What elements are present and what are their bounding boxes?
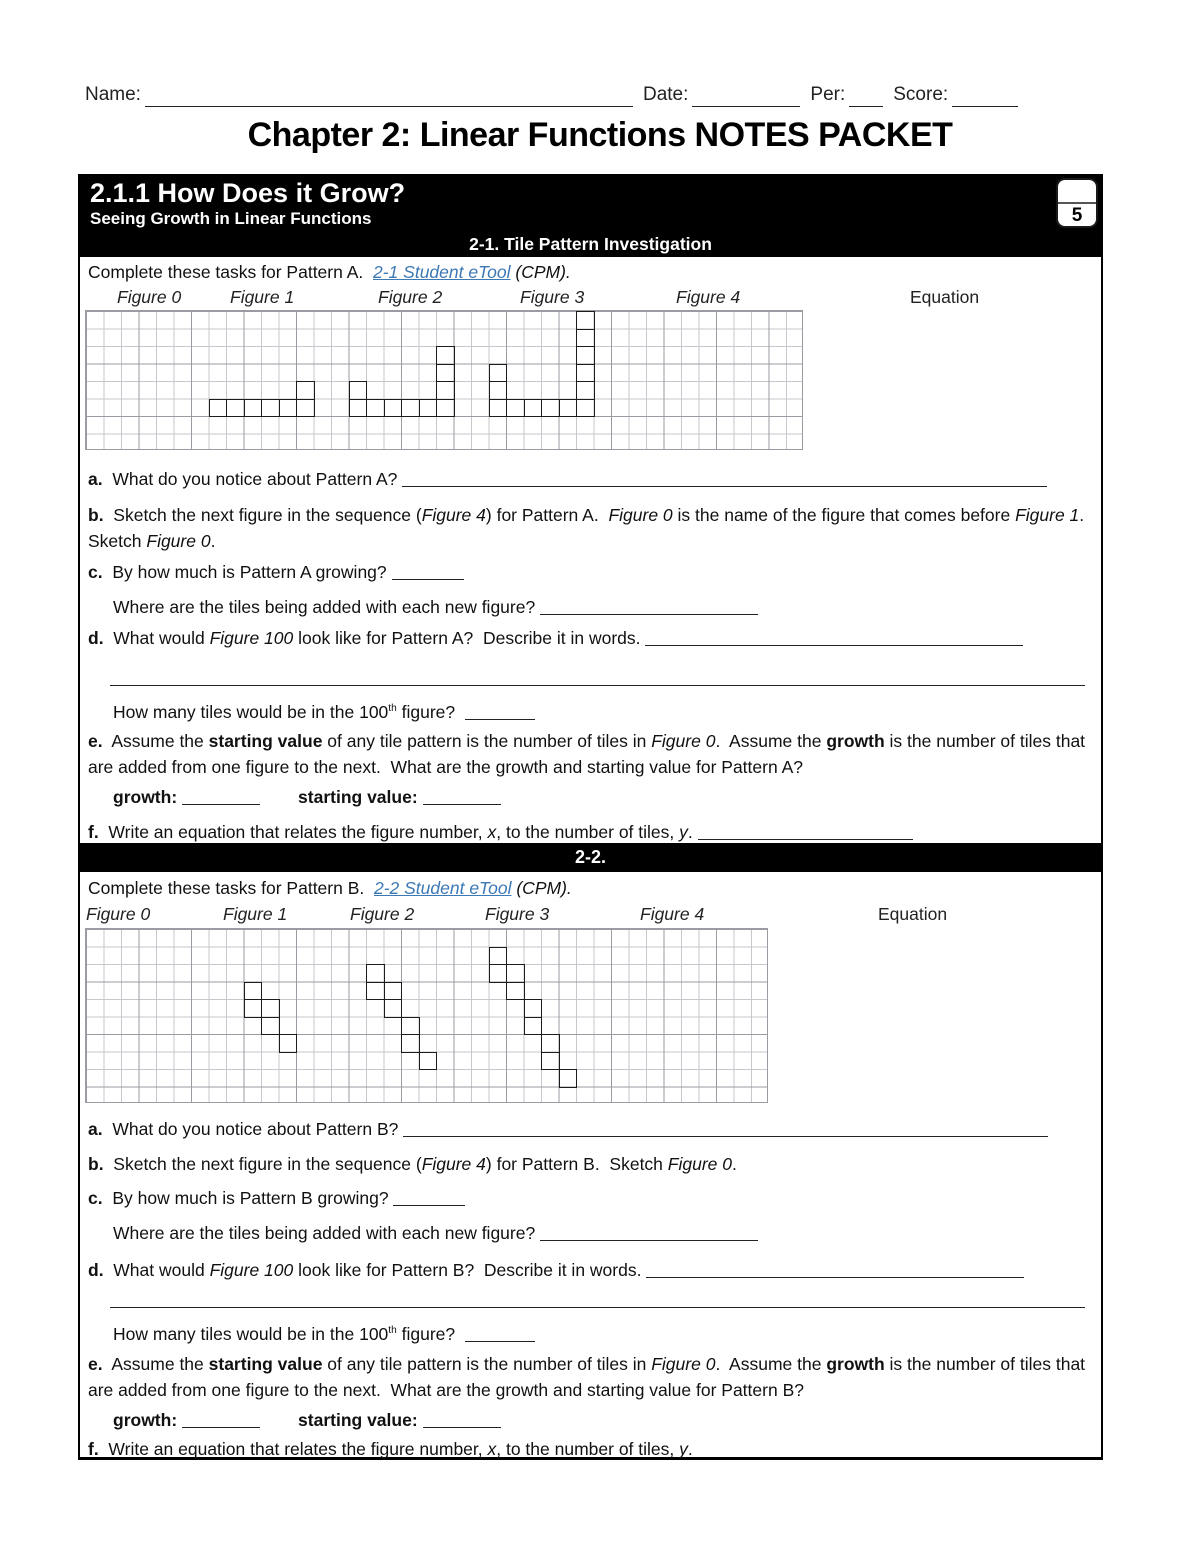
equation-label-a: Equation bbox=[910, 287, 980, 307]
text-segment: th bbox=[388, 1325, 397, 1336]
question-d-pattern-a bbox=[88, 625, 1093, 651]
figure-3-label-a: Figure 3 bbox=[520, 287, 585, 307]
text-segment: Complete these tasks for Pattern A. bbox=[88, 262, 373, 282]
pattern-tile bbox=[296, 399, 315, 418]
figure-0-label-b: Figure 0 bbox=[86, 904, 151, 924]
pattern-tile bbox=[349, 399, 368, 418]
question-f-pattern-b bbox=[88, 1436, 1093, 1462]
answer-blank bbox=[110, 1292, 1085, 1308]
text-segment: By how much is Pattern B growing? bbox=[102, 1188, 394, 1208]
text-segment: Assume the bbox=[102, 1354, 209, 1374]
pattern-tile bbox=[296, 381, 315, 400]
text-segment: growth: bbox=[113, 787, 178, 807]
score-blank bbox=[952, 90, 1018, 107]
score-box-value: 5 bbox=[1071, 205, 1083, 226]
text-segment: e. bbox=[88, 731, 103, 751]
question-c-pattern-a bbox=[88, 559, 1093, 585]
text-segment: look like for Pattern B? Describe it in words. bbox=[293, 1260, 647, 1280]
pattern-tile bbox=[559, 1069, 578, 1088]
pattern-tile bbox=[489, 381, 508, 400]
pattern-tile bbox=[576, 381, 595, 400]
pattern-tile bbox=[419, 1052, 438, 1071]
answer-blank bbox=[645, 630, 1023, 646]
text-segment: starting value: bbox=[298, 1410, 418, 1430]
text-segment: (CPM). bbox=[516, 878, 572, 898]
answer-blank bbox=[540, 1225, 758, 1241]
lesson-header-bar bbox=[80, 176, 1101, 232]
answer-blank bbox=[403, 1121, 1048, 1137]
text-segment: th bbox=[388, 703, 397, 714]
text-segment: What do you notice about Pattern B? bbox=[102, 1119, 404, 1139]
page-title: Chapter 2: Linear Functions NOTES PACKET bbox=[247, 116, 953, 154]
per-blank bbox=[849, 90, 883, 107]
text-segment: Figure 100 bbox=[209, 628, 294, 648]
text-segment: Sketch the next figure in the sequence ( bbox=[103, 505, 422, 525]
figure-1-label-b: Figure 1 bbox=[223, 904, 288, 924]
text-segment: (CPM). bbox=[515, 262, 571, 282]
question-e2-pattern-a bbox=[113, 784, 501, 810]
text-segment: c. bbox=[88, 1188, 103, 1208]
pattern-tile bbox=[244, 982, 263, 1001]
pattern-tile bbox=[436, 381, 455, 400]
question-e-pattern-b bbox=[88, 1351, 1093, 1403]
text-segment: growth bbox=[826, 1354, 885, 1374]
text-segment: Figure 0 bbox=[651, 1354, 716, 1374]
answer-blank bbox=[465, 704, 535, 720]
score-box bbox=[1056, 178, 1098, 228]
text-segment: x bbox=[487, 822, 497, 842]
text-segment: growth bbox=[826, 731, 885, 751]
figure-3-label-b: Figure 3 bbox=[485, 904, 550, 924]
pattern-tile bbox=[279, 1034, 298, 1053]
text-segment: Figure 0 bbox=[608, 505, 673, 525]
text-segment: . bbox=[687, 822, 698, 842]
question-a-pattern-b bbox=[88, 1116, 1093, 1142]
text-segment: , to the number of tiles, bbox=[496, 822, 680, 842]
pattern-tile bbox=[244, 999, 263, 1018]
question-d-line-pattern-b bbox=[110, 1287, 1085, 1313]
question-d2-pattern-a bbox=[113, 696, 535, 725]
pattern-tile bbox=[366, 399, 385, 418]
section-2-2-bar: 2-2. bbox=[80, 843, 1101, 872]
lesson-subtitle: Seeing Growth in Linear Functions bbox=[90, 209, 372, 228]
pattern-tile bbox=[524, 999, 543, 1018]
text-segment: is the number of tiles that are added from one figure to the next. What are the growth and starting value for Pattern A? bbox=[88, 731, 1086, 777]
answer-blank bbox=[110, 670, 1085, 686]
question-c2-pattern-b bbox=[113, 1220, 758, 1246]
pattern-tile bbox=[576, 364, 595, 383]
answer-blank bbox=[698, 824, 913, 840]
text-segment: Figure 4 bbox=[421, 505, 486, 525]
pattern-tile bbox=[436, 399, 455, 418]
pattern-tile bbox=[524, 1017, 543, 1036]
text-segment: is the number of tiles that are added from one figure to the next. What are the growth and starting value for Pattern B? bbox=[88, 1354, 1086, 1400]
lesson-title: 2.1.1 How Does it Grow? bbox=[90, 178, 406, 208]
text-segment: f. bbox=[88, 822, 99, 842]
text-segment: How many tiles would be in the 100 bbox=[113, 701, 389, 722]
text-segment: d. bbox=[88, 628, 104, 648]
pattern-tile bbox=[226, 399, 245, 418]
name-date-header bbox=[85, 84, 1115, 106]
text-segment: What would bbox=[103, 1260, 210, 1280]
answer-blank bbox=[402, 471, 1047, 487]
text-segment: Figure 1 bbox=[1015, 505, 1080, 525]
pattern-tile bbox=[366, 964, 385, 983]
pattern-tile bbox=[541, 399, 560, 418]
tile-grid-pattern-a bbox=[85, 310, 803, 450]
text-segment: Figure 0 bbox=[651, 731, 716, 751]
text-segment: How many tiles would be in the 100 bbox=[113, 1323, 389, 1344]
name-blank bbox=[145, 90, 633, 107]
question-e2-pattern-b bbox=[113, 1407, 501, 1433]
question-b-pattern-b bbox=[88, 1151, 1093, 1177]
text-segment: starting value: bbox=[298, 787, 418, 807]
text-segment: of any tile pattern is the number of tiles in bbox=[322, 731, 652, 751]
figure-4-label-a: Figure 4 bbox=[676, 287, 741, 307]
pattern-tile bbox=[576, 311, 595, 330]
text-segment: Figure 0 bbox=[146, 531, 211, 551]
answer-blank bbox=[646, 1262, 1024, 1278]
text-segment: a. bbox=[88, 1119, 103, 1139]
text-segment: a. bbox=[88, 469, 103, 489]
text-segment: Where are the tiles being added with each new figure? bbox=[113, 597, 541, 617]
pattern-tile bbox=[524, 399, 543, 418]
figure-4-label-b: Figure 4 bbox=[640, 904, 705, 924]
pattern-tile bbox=[384, 982, 403, 1001]
text-segment: Figure 0 bbox=[667, 1154, 732, 1174]
pattern-tile bbox=[261, 999, 280, 1018]
text-segment: Complete these tasks for Pattern B. bbox=[88, 878, 374, 898]
question-f-pattern-a bbox=[88, 819, 1093, 845]
text-segment: growth: bbox=[113, 1410, 178, 1430]
pattern-tile bbox=[489, 964, 508, 983]
pattern-tile bbox=[541, 1034, 560, 1053]
text-segment: , to the number of tiles, bbox=[496, 1439, 680, 1459]
pattern-tile bbox=[209, 399, 228, 418]
text-segment: . bbox=[731, 1154, 737, 1174]
pattern-tile bbox=[576, 346, 595, 365]
question-d2-pattern-b bbox=[113, 1318, 535, 1347]
question-d-line-pattern-a bbox=[110, 665, 1085, 691]
equation-label-b: Equation bbox=[878, 904, 948, 924]
question-d-pattern-b bbox=[88, 1257, 1093, 1283]
question-b-pattern-a bbox=[88, 502, 1093, 554]
text-segment: . Assume the bbox=[715, 1354, 827, 1374]
text-segment: Assume the bbox=[102, 731, 209, 751]
question-a-pattern-a bbox=[88, 466, 1093, 492]
text-segment: look like for Pattern A? Describe it in words. bbox=[293, 628, 646, 648]
pattern-b-intro bbox=[88, 875, 1093, 901]
pattern-tile bbox=[401, 1034, 420, 1053]
text-segment: . Sketch bbox=[88, 505, 1090, 551]
etool-link[interactable]: 2-2 Student eTool bbox=[373, 878, 512, 898]
text-segment: Sketch the next figure in the sequence ( bbox=[103, 1154, 422, 1174]
pattern-tile bbox=[279, 399, 298, 418]
pattern-tile bbox=[506, 982, 525, 1001]
pattern-tile bbox=[384, 399, 403, 418]
pattern-tile bbox=[366, 982, 385, 1001]
text-segment: . bbox=[210, 531, 216, 551]
text-segment: What do you notice about Pattern A? bbox=[102, 469, 403, 489]
question-c2-pattern-a bbox=[113, 594, 758, 620]
date-blank bbox=[692, 90, 800, 107]
text-segment: Figure 100 bbox=[209, 1260, 294, 1280]
pattern-tile bbox=[261, 1017, 280, 1036]
answer-blank bbox=[182, 789, 260, 805]
text-segment: d. bbox=[88, 1260, 104, 1280]
text-segment: Write an equation that relates the figure number, bbox=[98, 1439, 488, 1459]
text-segment: y bbox=[679, 1439, 688, 1459]
text-segment: . bbox=[687, 1439, 693, 1459]
pattern-tile bbox=[436, 346, 455, 365]
text-segment: starting value bbox=[208, 731, 323, 751]
text-segment: b. bbox=[88, 1154, 104, 1174]
answer-blank bbox=[393, 1190, 465, 1206]
text-segment: c. bbox=[88, 562, 103, 582]
pattern-tile bbox=[559, 399, 578, 418]
etool-link[interactable]: 2-1 Student eTool bbox=[373, 262, 511, 282]
tile-grid-pattern-b bbox=[85, 928, 768, 1103]
text-segment: ) for Pattern A. bbox=[485, 505, 609, 525]
name-label: Name: bbox=[85, 84, 141, 105]
text-segment: By how much is Pattern A growing? bbox=[102, 562, 392, 582]
pattern-tile bbox=[244, 399, 263, 418]
question-c-pattern-b bbox=[88, 1185, 1093, 1211]
pattern-tile bbox=[489, 399, 508, 418]
pattern-tile bbox=[541, 1052, 560, 1071]
text-segment: figure? bbox=[396, 1323, 465, 1344]
text-segment: figure? bbox=[396, 701, 465, 722]
pattern-tile bbox=[384, 999, 403, 1018]
pattern-tile bbox=[419, 399, 438, 418]
answer-blank bbox=[423, 1412, 501, 1428]
pattern-tile bbox=[401, 399, 420, 418]
pattern-tile bbox=[576, 399, 595, 418]
question-e-pattern-a bbox=[88, 728, 1093, 780]
text-segment: Where are the tiles being added with each new figure? bbox=[113, 1223, 541, 1243]
pattern-tile bbox=[261, 399, 280, 418]
answer-blank bbox=[423, 789, 501, 805]
text-segment: y bbox=[679, 822, 688, 842]
pattern-tile bbox=[506, 964, 525, 983]
pattern-tile bbox=[436, 364, 455, 383]
text-segment: of any tile pattern is the number of tiles in bbox=[322, 1354, 652, 1374]
pattern-tile bbox=[401, 1017, 420, 1036]
figure-2-label-a: Figure 2 bbox=[378, 287, 443, 307]
pattern-tile bbox=[506, 399, 525, 418]
section-2-1-bar: 2-1. Tile Pattern Investigation bbox=[80, 232, 1101, 257]
answer-blank bbox=[465, 1326, 535, 1342]
pattern-tile bbox=[489, 947, 508, 966]
text-segment: . Assume the bbox=[715, 731, 827, 751]
text-segment: starting value bbox=[208, 1354, 323, 1374]
per-label: Per: bbox=[810, 84, 846, 105]
score-label: Score: bbox=[893, 84, 949, 105]
pattern-tile bbox=[576, 329, 595, 348]
text-segment: Figure 4 bbox=[421, 1154, 486, 1174]
text-segment: What would bbox=[103, 628, 210, 648]
text-segment: e. bbox=[88, 1354, 103, 1374]
pattern-tile bbox=[349, 381, 368, 400]
answer-blank bbox=[182, 1412, 260, 1428]
figure-0-label-a: Figure 0 bbox=[117, 287, 182, 307]
text-segment: x bbox=[487, 1439, 497, 1459]
date-label: Date: bbox=[642, 84, 689, 105]
text-segment: Write an equation that relates the figure number, bbox=[98, 822, 488, 842]
pattern-tile bbox=[489, 364, 508, 383]
pattern-a-intro bbox=[88, 259, 1093, 285]
text-segment: f. bbox=[88, 1439, 99, 1459]
text-segment: is the name of the figure that comes before bbox=[672, 505, 1016, 525]
answer-blank bbox=[392, 564, 464, 580]
text-segment: b. bbox=[88, 505, 104, 525]
text-segment: ) for Pattern B. Sketch bbox=[485, 1154, 668, 1174]
figure-1-label-a: Figure 1 bbox=[230, 287, 295, 307]
figure-2-label-b: Figure 2 bbox=[350, 904, 415, 924]
answer-blank bbox=[540, 599, 758, 615]
score-box-empty-cell bbox=[1058, 180, 1096, 204]
